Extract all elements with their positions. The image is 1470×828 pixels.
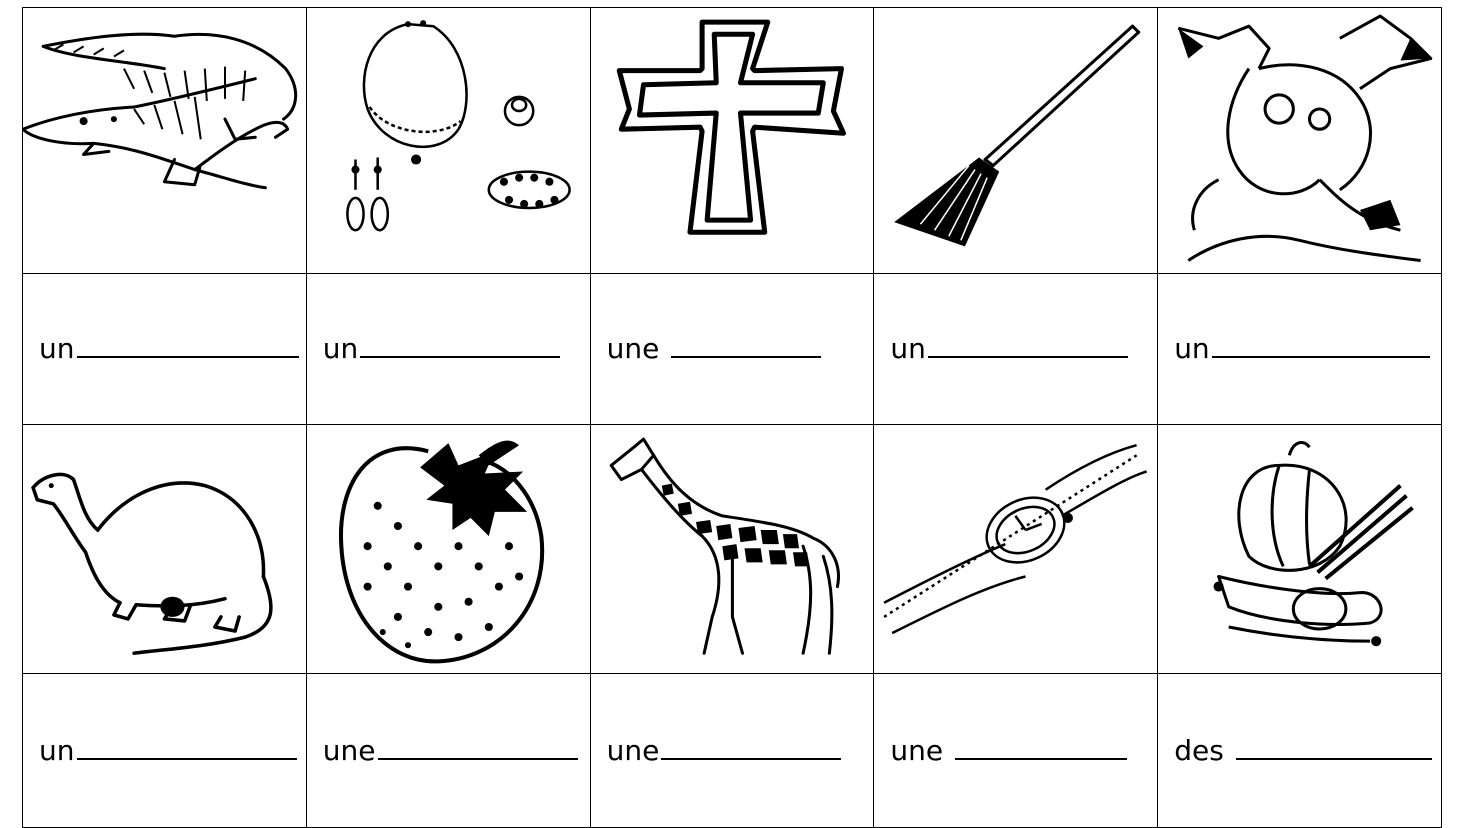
picture-cell-broom bbox=[874, 8, 1158, 274]
dragon-icon bbox=[1158, 8, 1441, 273]
article-label: un bbox=[39, 734, 75, 768]
article-label: un bbox=[322, 332, 359, 366]
vocabulary-worksheet bbox=[22, 7, 1462, 820]
answer-blank[interactable] bbox=[77, 734, 297, 760]
picture-cell-cross bbox=[590, 8, 874, 274]
answer-cell-4 bbox=[874, 273, 1158, 424]
broom-icon bbox=[874, 8, 1157, 273]
picture-cell-wristwatch bbox=[874, 424, 1158, 673]
cross-icon bbox=[591, 8, 874, 273]
answer-blank[interactable] bbox=[671, 332, 821, 358]
answer-blank[interactable] bbox=[1236, 734, 1432, 760]
article-label: une bbox=[890, 734, 944, 768]
vegetables-icon bbox=[1158, 425, 1441, 673]
answer-cell-8 bbox=[590, 674, 874, 828]
article-label: une bbox=[322, 734, 376, 768]
picture-cell-strawberry bbox=[306, 424, 590, 673]
jewelry-icon bbox=[307, 8, 590, 273]
answer-blank[interactable] bbox=[955, 734, 1127, 760]
picture-cell-giraffe bbox=[590, 424, 874, 673]
label-row-1 bbox=[23, 273, 1442, 424]
picture-cell-dragon bbox=[1158, 8, 1442, 274]
picture-cell-crocodile bbox=[23, 8, 307, 274]
picture-row-1 bbox=[23, 8, 1442, 274]
picture-cell-vegetables bbox=[1158, 424, 1442, 673]
picture-cell-dinosaur bbox=[23, 424, 307, 673]
picture-cell-jewelry bbox=[306, 8, 590, 274]
answer-blank[interactable] bbox=[360, 332, 560, 358]
answer-cell-3 bbox=[590, 273, 874, 424]
label-row-2 bbox=[23, 674, 1442, 828]
strawberry-icon bbox=[307, 425, 590, 673]
answer-cell-2 bbox=[306, 273, 590, 424]
article-label: un bbox=[39, 332, 75, 366]
crocodile-icon bbox=[23, 8, 306, 273]
answer-blank[interactable] bbox=[378, 734, 578, 760]
answer-blank[interactable] bbox=[77, 332, 299, 358]
answer-cell-7 bbox=[306, 674, 590, 828]
answer-cell-9 bbox=[874, 674, 1158, 828]
article-label: un bbox=[1174, 332, 1210, 366]
article-label: une bbox=[606, 332, 660, 366]
answer-blank[interactable] bbox=[1212, 332, 1430, 358]
answer-cell-5 bbox=[1158, 273, 1442, 424]
answer-blank[interactable] bbox=[661, 734, 841, 760]
article-label: des bbox=[1174, 734, 1224, 768]
answer-cell-6 bbox=[23, 674, 307, 828]
answer-blank[interactable] bbox=[928, 332, 1128, 358]
wristwatch-icon bbox=[874, 425, 1157, 673]
article-label: une bbox=[606, 734, 660, 768]
dinosaur-icon bbox=[23, 425, 306, 673]
picture-grid bbox=[22, 7, 1442, 828]
article-label: un bbox=[890, 332, 926, 366]
answer-cell-10 bbox=[1158, 674, 1442, 828]
picture-row-2 bbox=[23, 424, 1442, 673]
answer-cell-1 bbox=[23, 273, 307, 424]
giraffe-icon bbox=[591, 425, 874, 673]
